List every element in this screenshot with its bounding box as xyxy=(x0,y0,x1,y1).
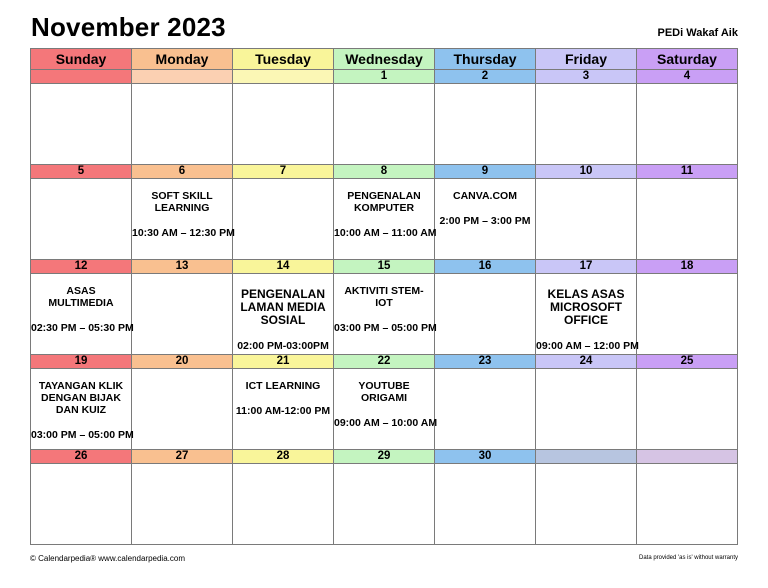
weekday-monday: Monday xyxy=(132,49,233,70)
day-cell[interactable] xyxy=(637,369,738,450)
weekday-tuesday: Tuesday xyxy=(233,49,334,70)
date-number xyxy=(132,70,233,84)
date-number: 28 xyxy=(233,450,334,464)
event-time: 11:00 AM-12:00 PM xyxy=(235,405,331,417)
day-cell[interactable] xyxy=(334,84,435,165)
date-number: 27 xyxy=(132,450,233,464)
event-title: YOUTUBE ORIGAMI xyxy=(358,380,410,404)
event-title: AKTIVITI STEM-IOT xyxy=(344,285,424,309)
day-cell[interactable] xyxy=(637,274,738,355)
weekday-thursday: Thursday xyxy=(435,49,536,70)
date-number: 8 xyxy=(334,165,435,179)
footer-credit: © Calendarpedia® www.calendarpedia.com xyxy=(30,554,185,563)
date-number: 9 xyxy=(435,165,536,179)
event-time: 03:00 PM – 05:00 PM xyxy=(334,322,437,334)
day-cell[interactable] xyxy=(334,179,435,260)
weekday-saturday: Saturday xyxy=(637,49,738,70)
date-number: 10 xyxy=(536,165,637,179)
day-cell[interactable] xyxy=(637,464,738,545)
date-number: 16 xyxy=(435,260,536,274)
week-events-row xyxy=(31,179,738,260)
event-title: ICT LEARNING xyxy=(245,380,321,392)
week-date-row xyxy=(31,260,738,274)
event-title: TAYANGAN KLIK DENGAN BIJAK DAN KUIZ xyxy=(38,380,124,416)
week-date-row xyxy=(31,450,738,464)
date-number: 2 xyxy=(435,70,536,84)
day-cell[interactable] xyxy=(132,84,233,165)
date-number: 22 xyxy=(334,355,435,369)
day-cell[interactable] xyxy=(233,464,334,545)
day-cell[interactable] xyxy=(233,274,334,355)
week-date-row xyxy=(31,165,738,179)
day-cell[interactable] xyxy=(637,179,738,260)
date-number: 30 xyxy=(435,450,536,464)
date-number: 12 xyxy=(31,260,132,274)
date-number: 25 xyxy=(637,355,738,369)
event-time: 2:00 PM – 3:00 PM xyxy=(439,215,531,227)
day-cell[interactable] xyxy=(31,179,132,260)
event-time: 09:00 AM – 12:00 PM xyxy=(536,340,639,352)
event-title: PENGENALAN LAMAN MEDIA SOSIAL xyxy=(240,287,326,327)
date-number xyxy=(31,70,132,84)
date-number: 20 xyxy=(132,355,233,369)
event-time: 03:00 PM – 05:00 PM xyxy=(31,429,134,441)
date-number: 14 xyxy=(233,260,334,274)
date-number: 21 xyxy=(233,355,334,369)
day-cell[interactable] xyxy=(435,369,536,450)
day-cell[interactable] xyxy=(132,369,233,450)
day-cell[interactable] xyxy=(334,274,435,355)
week-date-row xyxy=(31,355,738,369)
day-cell[interactable] xyxy=(31,274,132,355)
day-cell[interactable] xyxy=(233,369,334,450)
date-number: 29 xyxy=(334,450,435,464)
date-number: 1 xyxy=(334,70,435,84)
date-number: 24 xyxy=(536,355,637,369)
organization-label: PEDi Wakaf Aik xyxy=(657,27,738,39)
event-time: 10:30 AM – 12:30 PM xyxy=(132,227,235,239)
weekday-header-row xyxy=(31,49,738,70)
day-cell[interactable] xyxy=(31,369,132,450)
date-number xyxy=(637,450,738,464)
day-cell[interactable] xyxy=(536,274,637,355)
date-number: 18 xyxy=(637,260,738,274)
day-cell[interactable] xyxy=(132,274,233,355)
day-cell[interactable] xyxy=(435,84,536,165)
day-cell[interactable] xyxy=(31,464,132,545)
day-cell[interactable] xyxy=(435,179,536,260)
date-number: 4 xyxy=(637,70,738,84)
day-cell[interactable] xyxy=(334,369,438,450)
weekday-friday: Friday xyxy=(536,49,637,70)
day-cell[interactable] xyxy=(334,464,435,545)
week-date-row xyxy=(31,70,738,84)
weekday-sunday: Sunday xyxy=(31,49,132,70)
event-time: 02:30 PM – 05:30 PM xyxy=(31,322,134,334)
date-number: 17 xyxy=(536,260,637,274)
calendar-grid xyxy=(30,48,738,545)
page-title: November 2023 xyxy=(31,12,226,42)
date-number: 7 xyxy=(233,165,334,179)
day-cell[interactable] xyxy=(637,84,738,165)
event-title: CANVA.COM xyxy=(453,190,517,202)
event-title: SOFT SKILL LEARNING xyxy=(151,190,213,214)
date-number: 11 xyxy=(637,165,738,179)
footer-disclaimer: Data provided 'as is' without warranty xyxy=(638,555,738,561)
date-number: 19 xyxy=(31,355,132,369)
day-cell[interactable] xyxy=(435,274,536,355)
event-time: 09:00 AM – 10:00 AM xyxy=(334,417,438,429)
event-time: 10:00 AM – 11:00 AM xyxy=(334,227,437,239)
day-cell[interactable] xyxy=(435,464,536,545)
event-title: ASAS MULTIMEDIA xyxy=(48,285,114,309)
day-cell[interactable] xyxy=(536,369,637,450)
date-number: 23 xyxy=(435,355,536,369)
day-cell[interactable] xyxy=(132,464,233,545)
event-title: PENGENALAN KOMPUTER xyxy=(347,190,421,214)
day-cell[interactable] xyxy=(536,464,637,545)
date-number: 3 xyxy=(536,70,637,84)
date-number xyxy=(536,450,637,464)
date-number: 13 xyxy=(132,260,233,274)
date-number: 26 xyxy=(31,450,132,464)
event-time: 02:00 PM-03:00PM xyxy=(237,340,329,352)
date-number: 6 xyxy=(132,165,233,179)
day-cell[interactable] xyxy=(132,179,233,260)
week-events-row xyxy=(31,464,738,545)
date-number: 5 xyxy=(31,165,132,179)
week-events-row xyxy=(31,84,738,165)
date-number: 15 xyxy=(334,260,435,274)
day-cell[interactable] xyxy=(233,179,334,260)
weekday-wednesday: Wednesday xyxy=(334,49,435,70)
day-cell[interactable] xyxy=(536,84,637,165)
week-events-row xyxy=(31,274,738,355)
day-cell[interactable] xyxy=(233,84,334,165)
event-title: KELAS ASAS MICROSOFT OFFICE xyxy=(547,287,625,327)
week-events-row xyxy=(31,369,738,450)
day-cell[interactable] xyxy=(31,84,132,165)
date-number xyxy=(233,70,334,84)
day-cell[interactable] xyxy=(536,179,637,260)
